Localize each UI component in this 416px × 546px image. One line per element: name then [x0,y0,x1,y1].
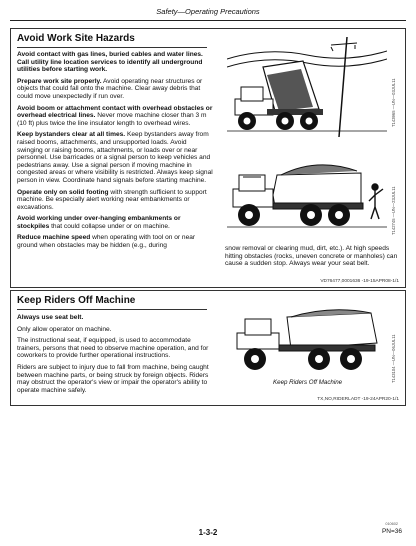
figure-code: T142745 —UN—23JUL11 [391,186,396,235]
title-divider [17,47,207,48]
para-bold: Always use seat belt. [17,314,84,321]
figure-code: T143965 —UN—03JUL11 [391,78,396,127]
left-column-text [17,51,213,254]
left-column-text [17,314,213,398]
figure-truck-power-lines [227,37,387,137]
section-title: Keep Riders Off Machine [17,295,136,306]
para-bold: Keep bystanders clear at all times. [17,131,126,139]
figure-caption: Keep Riders Off Machine [273,379,343,386]
para-bold: Avoid boom or attachment contact with overhead obstacles or overhead electrical lines. [17,104,213,120]
section-title: Avoid Work Site Hazards [17,33,135,44]
para-text: The instructional seat, if equipped, is used to accommodate trainers, persons that need to observe machine operation, and for coworkers to provide further operational instructions. [17,337,209,360]
figure-code: T143104 —UN—06JUL11 [391,334,396,383]
footer-small-code: 010602 [385,522,398,526]
pn-number: PN=36 [381,528,402,535]
page-number: 1-3-2 [198,528,218,537]
page-header: Safety—Operating Precautions [10,4,406,21]
para-text: that could collapse under or on machine. [49,222,170,230]
para-bold: Avoid contact with gas lines, buried cables and water lines. Call utility line location services to identify all underground utilities before starting work. [17,51,203,74]
reference-code: VD76477,0001636 -19-15APR08-1/1 [320,279,399,284]
para-text: Never move machine closer than 3 m (10 ft) plus twice the line insulator length to overhead wires. [17,112,207,127]
reference-code: TX,NO,RIDERLADT -19-24APR20-1/1 [317,397,399,402]
para-text: with strength sufficient to support machine. Be especially alert working near embankments or excavations. [17,188,207,211]
para-bold: Avoid working under over-hanging embankments or stockpiles [17,215,181,230]
para-text: Riders are subject to injury due to fall from machine, being caught between machine parts, or being struck by foreign objects. Riders may obstruct the operator's view or impair the operator's ability to operate machine safely. [17,363,209,394]
para-text: Avoid operating near structures or objects that could fall onto the machine. Clear away debris that could move unexpectedly if run over. [17,77,203,100]
para-text: when operating with tool on or near ground when obstacles may be hidden (e.g., during [17,234,196,250]
para-bold: Reduce machine speed [17,234,91,242]
section-keep-riders-off [10,290,406,406]
para-text: Only allow operator on machine. [17,325,112,333]
right-column-text: snow removal or clearing mud, dirt, etc.). At high speeds hitting obstacles (rocks, uneven concrete or manholes) can cause a sudden stop. Always wear your seat belt. [225,245,398,268]
title-divider [17,309,207,310]
para-bold: Operate only on solid footing [17,188,109,196]
section-work-site-hazards [10,28,406,288]
para-text: Keep bystanders away from raised booms, attachments, and unsupported loads. Avoid swinging or raising booms, attachments, or loads over or near personnel. Use barricades or a signal person to keep vehicles and pedestrians away. Use a signal person if moving machine in congested areas or where visibility is restricted. Always keep signal person in view. Coordinate hand signals before starting machine. [17,131,213,184]
figure-truck-riders [231,303,381,375]
para-bold: Prepare work site properly. [17,77,102,85]
figure-truck-bystander [227,147,387,235]
